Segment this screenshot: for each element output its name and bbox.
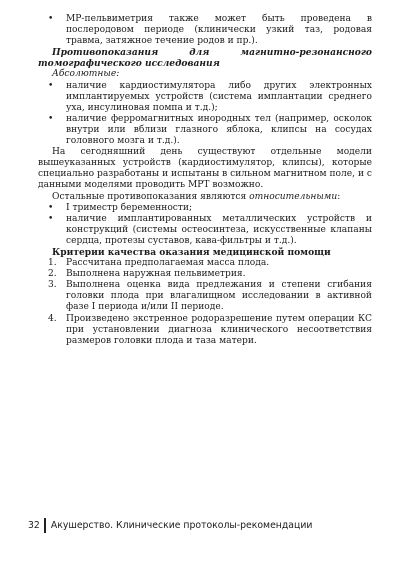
list-item <box>44 81 372 114</box>
item-number: 3. <box>48 280 57 291</box>
numbered-item <box>44 258 372 269</box>
bullet-glyph: • <box>48 202 54 213</box>
numbered-item-text: Выполнена оценка вида предлежания и степени сгибания головки плода при влагалищном исследовании в активной фазе I периода и/или II периоде. <box>66 280 372 313</box>
numbered-item <box>44 280 372 313</box>
item-number: 2. <box>48 269 57 280</box>
numbered-item <box>44 314 372 347</box>
numbered-item-text: Произведено экстренное родоразрешение путем операции КС при установлении диагноза клинического несоответствия размеров головки плода и таза матери. <box>66 313 372 346</box>
footer-divider <box>44 518 46 533</box>
page-footer <box>28 518 312 533</box>
page-number: 32 <box>28 520 40 531</box>
relative-intro-text: Остальные противопоказания являются <box>52 191 250 202</box>
bullet-glyph: • <box>48 113 54 124</box>
document-body <box>38 14 372 347</box>
list-item-text: МР-пельвиметрия также может быть проведена в послеродовом периоде (клинически узкий таз, родовая травма, затяжное течение родов и пр.). <box>66 14 372 47</box>
book-title: Акушерство. Клинические протоколы-рекомендации <box>50 520 313 531</box>
item-number: 1. <box>48 258 57 269</box>
bullet-glyph: • <box>48 14 54 24</box>
section-heading-contraindications: Противопоказания для магнитно-резонансного томографического исследования <box>38 47 372 70</box>
list-item-text: I триместр беременности; <box>66 202 193 213</box>
list-item <box>44 214 372 247</box>
list-item <box>44 114 372 147</box>
paragraph-modern-devices: На сегодняшний день существуют отдельные модели вышеуказанных устройств (кардиостимулятор, клипсы), которые специально разработаны и испытаны в сильном магнитном поле, и с данными моделями проводить МРТ возможно. <box>38 147 372 191</box>
numbered-item <box>44 269 372 280</box>
absolute-label: Абсолютные: <box>52 69 120 80</box>
list-item <box>44 14 372 47</box>
bullet-glyph: • <box>48 80 54 91</box>
list-item-text: наличие имплантированных металлических устройств и конструкций (системы остеосинтеза, искусственные клапаны сердца, протезы суставов, кава-фильтры и т.д.). <box>66 213 372 246</box>
relative-colon: : <box>337 191 341 202</box>
bullet-glyph: • <box>48 213 54 224</box>
relative-emphasis: относительными <box>249 191 338 202</box>
numbered-item-text: Выполнена наружная пельвиметрия. <box>66 269 246 280</box>
numbered-item-text: Рассчитана предполагаемая масса плода. <box>66 258 270 269</box>
list-item-text: наличие ферромагнитных инородных тел (например, осколок внутри или вблизи глазного яблока, клипсы на сосудах головного мозга и т.д.). <box>66 113 372 147</box>
list-item <box>44 203 372 214</box>
relative-intro <box>38 192 372 203</box>
section-heading-quality-criteria: Критерии качества оказания медицинской помощи <box>52 246 331 258</box>
list-item-text: наличие кардиостимулятора либо других электронных имплантируемых устройств (система имплантации среднего уха, инсулиновая помпа и т.д.); <box>66 80 372 113</box>
item-number: 4. <box>48 313 57 324</box>
